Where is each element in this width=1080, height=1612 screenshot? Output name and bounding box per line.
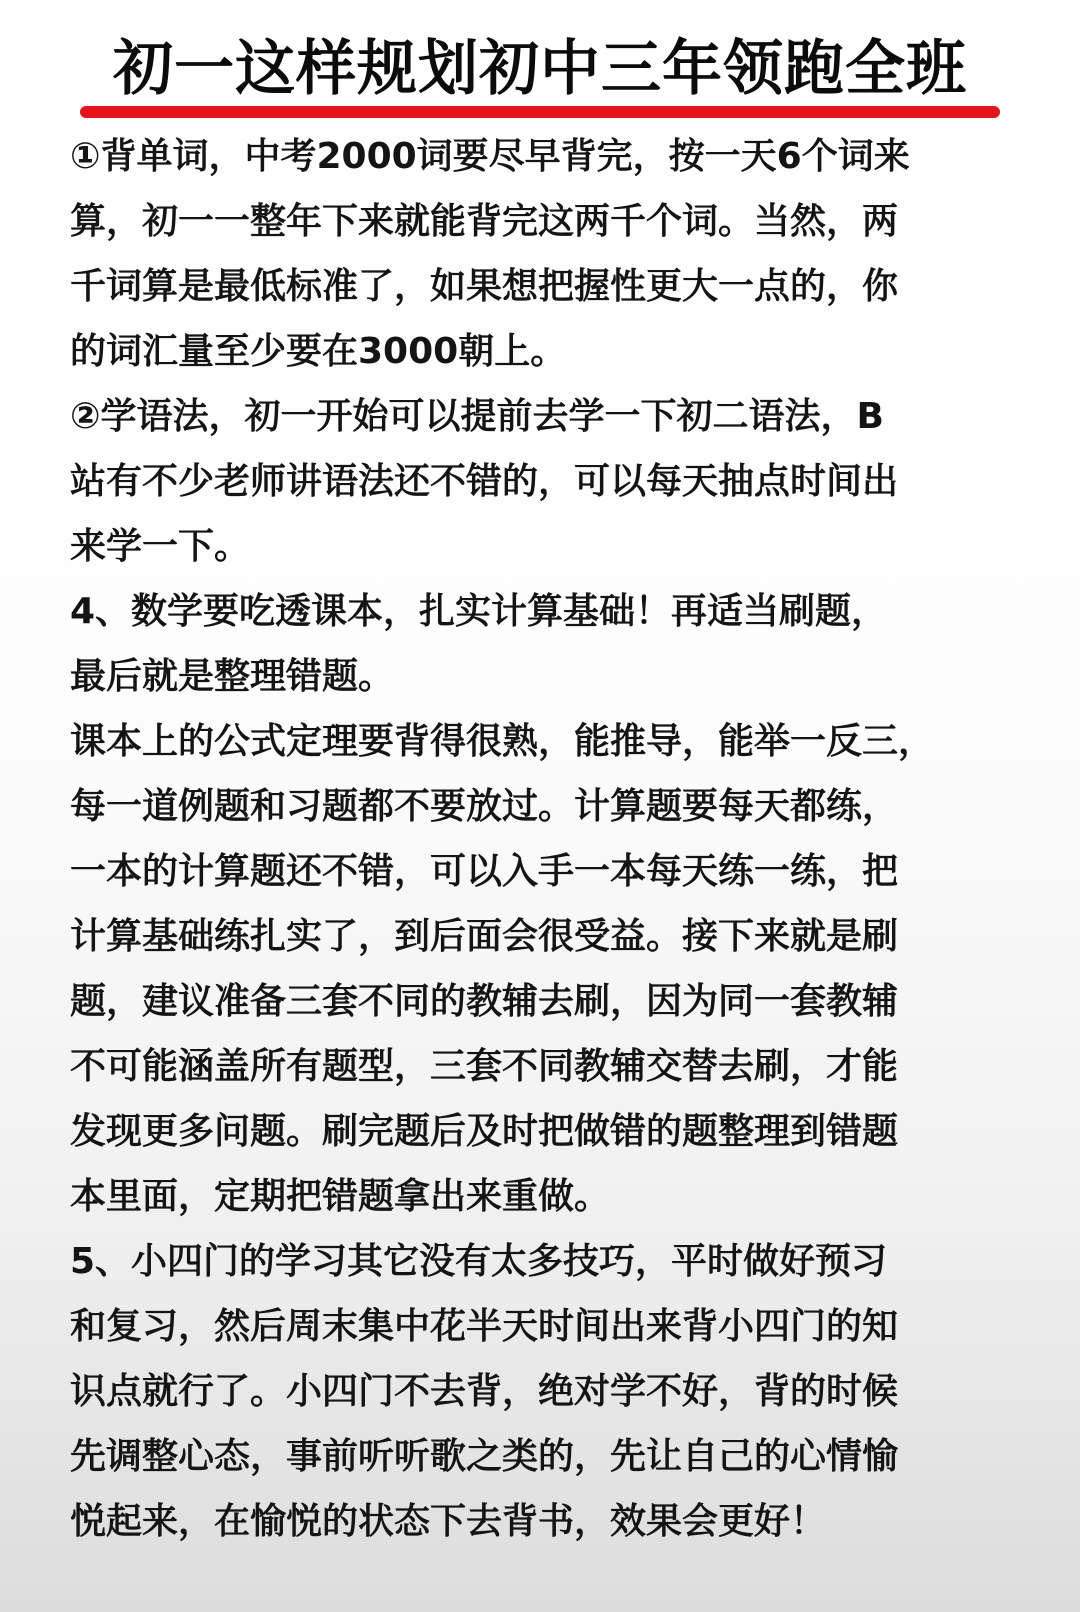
text-line: 来学一下。 (70, 526, 251, 567)
title-wrapper (0, 24, 1080, 114)
text-line: 每一道例题和习题都不要放过。计算题要每天都练， (70, 786, 899, 827)
text-line: 4、数学要吃透课本，扎实计算基础！再适当刷题， (70, 591, 888, 632)
text-line: 站有不少老师讲语法还不错的，可以每天抽点时间出 (70, 461, 899, 502)
text-line: 的词汇量至少要在3000朝上。 (70, 331, 567, 372)
text-line: 一本的计算题还不错，可以入手一本每天练一练，把 (70, 851, 899, 892)
text-line: 不可能涵盖所有题型，三套不同教辅交替去刷，才能 (70, 1046, 899, 1087)
text-line: 和复习，然后周末集中花半天时间出来背小四门的知 (70, 1306, 899, 1347)
text-line: 本里面，定期把错题拿出来重做。 (70, 1176, 611, 1217)
page-title: 初一这样规划初中三年领跑全班 (113, 34, 967, 104)
paragraph-vocabulary (70, 124, 1020, 384)
text-line: 题，建议准备三套不同的教辅去刷，因为同一套教辅 (70, 981, 899, 1022)
paragraph-math-detail (70, 709, 1020, 1229)
text-line: 算，初一一整年下来就能背完这两千个词。当然，两 (70, 201, 899, 242)
text-line: 千词算是最低标准了，如果想把握性更大一点的，你 (70, 266, 899, 307)
text-line: 发现更多问题。刷完题后及时把做错的题整理到错题 (70, 1111, 899, 1152)
text-line: 识点就行了。小四门不去背，绝对学不好，背的时候 (70, 1371, 899, 1412)
text-line: 课本上的公式定理要背得很熟，能推导，能举一反三， (70, 721, 935, 762)
paragraph-math-heading (70, 579, 1020, 709)
title-underline (80, 106, 1000, 118)
paragraph-grammar (70, 384, 1020, 579)
text-line: 5、小四门的学习其它没有太多技巧，平时做好预习 (70, 1241, 888, 1282)
paragraph-minor-subjects (70, 1229, 1020, 1554)
article-body (70, 124, 1020, 1554)
text-line: 计算基础练扎实了，到后面会很受益。接下来就是刷 (70, 916, 899, 957)
text-line: 最后就是整理错题。 (70, 656, 395, 697)
text-line: 先调整心态，事前听听歌之类的，先让自己的心情愉 (70, 1436, 899, 1477)
text-line: ②学语法，初一开始可以提前去学一下初二语法，B (70, 396, 884, 437)
text-line: 悦起来，在愉悦的状态下去背书，效果会更好！ (70, 1501, 827, 1542)
text-line: ①背单词，中考2000词要尽早背完，按一天6个词来 (70, 136, 910, 177)
